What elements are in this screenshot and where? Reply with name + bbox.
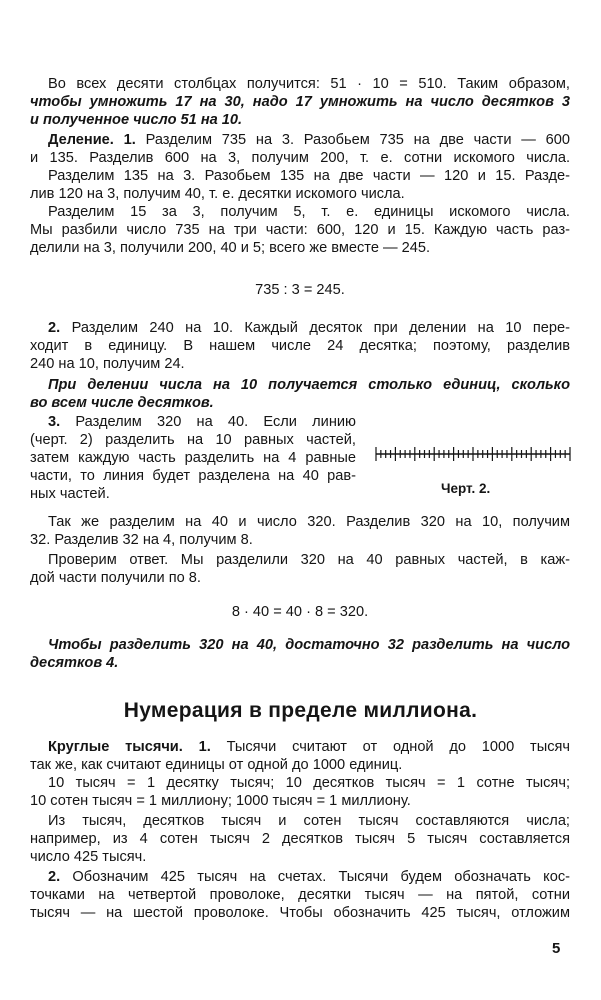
text-line: Так же разделим на 40 и число 320. Разделив 320 на 10, получим	[48, 514, 570, 530]
text-line: Во всех десяти столбцах получится: 51 · 10 = 510. Таким образом,	[48, 76, 570, 92]
rule-text-line: Чтобы разделить 320 на 40, достаточно 32 разделить на число	[48, 637, 570, 653]
rule-text-line: чтобы умножить 17 на 30, надо 17 умножить на число десятков 3	[30, 94, 570, 110]
text-span: Тысячи считают от одной до 1000 тысяч	[226, 739, 570, 755]
text-line: лив 120 на 3, получим 40, т. е. десятки искомого числа.	[30, 186, 405, 202]
paragraph-2-start	[48, 319, 570, 337]
round-thousands-label: Круглые тысячи.	[48, 739, 183, 755]
paragraph-3-start	[48, 413, 356, 431]
text-line: например, из 4 сотен тысяч 2 десятков тысяч 5 тысяч составляется	[30, 831, 570, 847]
item-number: 2.	[48, 320, 61, 336]
item-number: 3.	[48, 414, 61, 430]
text-line: и 135. Разделив 600 на 3, получим 200, т. е. сотни искомого числа.	[30, 150, 570, 166]
text-line: 32. Разделив 32 на 4, получим 8.	[30, 532, 253, 548]
item-number: 1.	[123, 132, 136, 148]
round-thousands-paragraph-start	[48, 738, 570, 756]
rule-text-line: и полученное число 51 на 10.	[30, 112, 243, 128]
paragraph-start	[48, 868, 570, 886]
text-span: Разделим 735 на 3. Разобьем 735 на две части — 600	[145, 132, 570, 148]
text-span: Разделим 240 на 10. Каждый десяток при делении на 10 пере-	[71, 320, 571, 336]
text-line: 240 на 10, получим 24.	[30, 356, 185, 372]
rule-text-line: десятков 4.	[30, 655, 119, 671]
text-line: дой части получили по 8.	[30, 570, 201, 586]
section-heading: Нумерация в пределе миллиона.	[123, 699, 478, 722]
divided-line-figure	[375, 444, 571, 464]
text-line: делили на 3, получили 200, 40 и 5; всего же вместе — 245.	[30, 240, 431, 256]
text-line: ходит в единицу. В нашем числе 24 десятка; поэтому, разделив	[30, 338, 570, 354]
text-line: Разделим 135 на 3. Разобьем 135 на две части — 120 и 15. Разде-	[48, 168, 570, 184]
formula: 735 : 3 = 245.	[255, 282, 345, 298]
figure-caption: Черт. 2.	[441, 481, 491, 496]
text-line: Разделим 15 за 3, получим 5, т. е. единицы искомого числа.	[48, 204, 570, 220]
division-paragraph-start	[48, 131, 570, 149]
text-line: 10 сотен тысяч = 1 миллиону; 1000 тысяч = 1 миллиону.	[30, 793, 411, 809]
text-line: части, то линия будет разделена на 40 рав-	[30, 468, 356, 484]
text-line: так же, как считают единицы от одной до 1000 единиц.	[30, 757, 403, 773]
text-line: (черт. 2) разделить на 10 равных частей,	[30, 432, 356, 448]
text-line: ных частей.	[30, 486, 110, 502]
text-line: число 425 тысяч.	[30, 849, 147, 865]
item-number: 2.	[48, 869, 61, 885]
rule-text-line: При делении числа на 10 получается столько единиц, сколько	[48, 377, 570, 393]
text-span: Обозначим 425 тысяч на счетах. Тысячи будем обозначать кос-	[72, 869, 570, 885]
division-label: Деление.	[48, 132, 114, 148]
text-line: Проверим ответ. Мы разделили 320 на 40 равных частей, в каж-	[48, 552, 570, 568]
formula: 8 · 40 = 40 · 8 = 320.	[231, 604, 369, 620]
page-number: 5	[552, 940, 561, 957]
text-line: тысяч — на шестой проволоке. Чтобы обозначить 425 тысяч, отложим	[30, 905, 570, 921]
text-line: затем каждую часть разделить на 4 равные	[30, 450, 356, 466]
item-number: 1.	[198, 739, 211, 755]
rule-text-line: во всем числе десятков.	[30, 395, 214, 411]
text-line: точками на четвертой проволоке, десятки тысяч — на пятой, сотни	[30, 887, 570, 903]
text-line: 10 тысяч = 1 десятку тысяч; 10 десятков тысяч = 1 сотне тысяч;	[48, 775, 570, 791]
text-line: Мы разбили число 735 на три части: 600, 120 и 15. Каждую часть раз-	[30, 222, 570, 238]
text-span: Разделим 320 на 40. Если линию	[75, 414, 356, 430]
text-line: Из тысяч, десятков тысяч и сотен тысяч составляются числа;	[48, 813, 570, 829]
